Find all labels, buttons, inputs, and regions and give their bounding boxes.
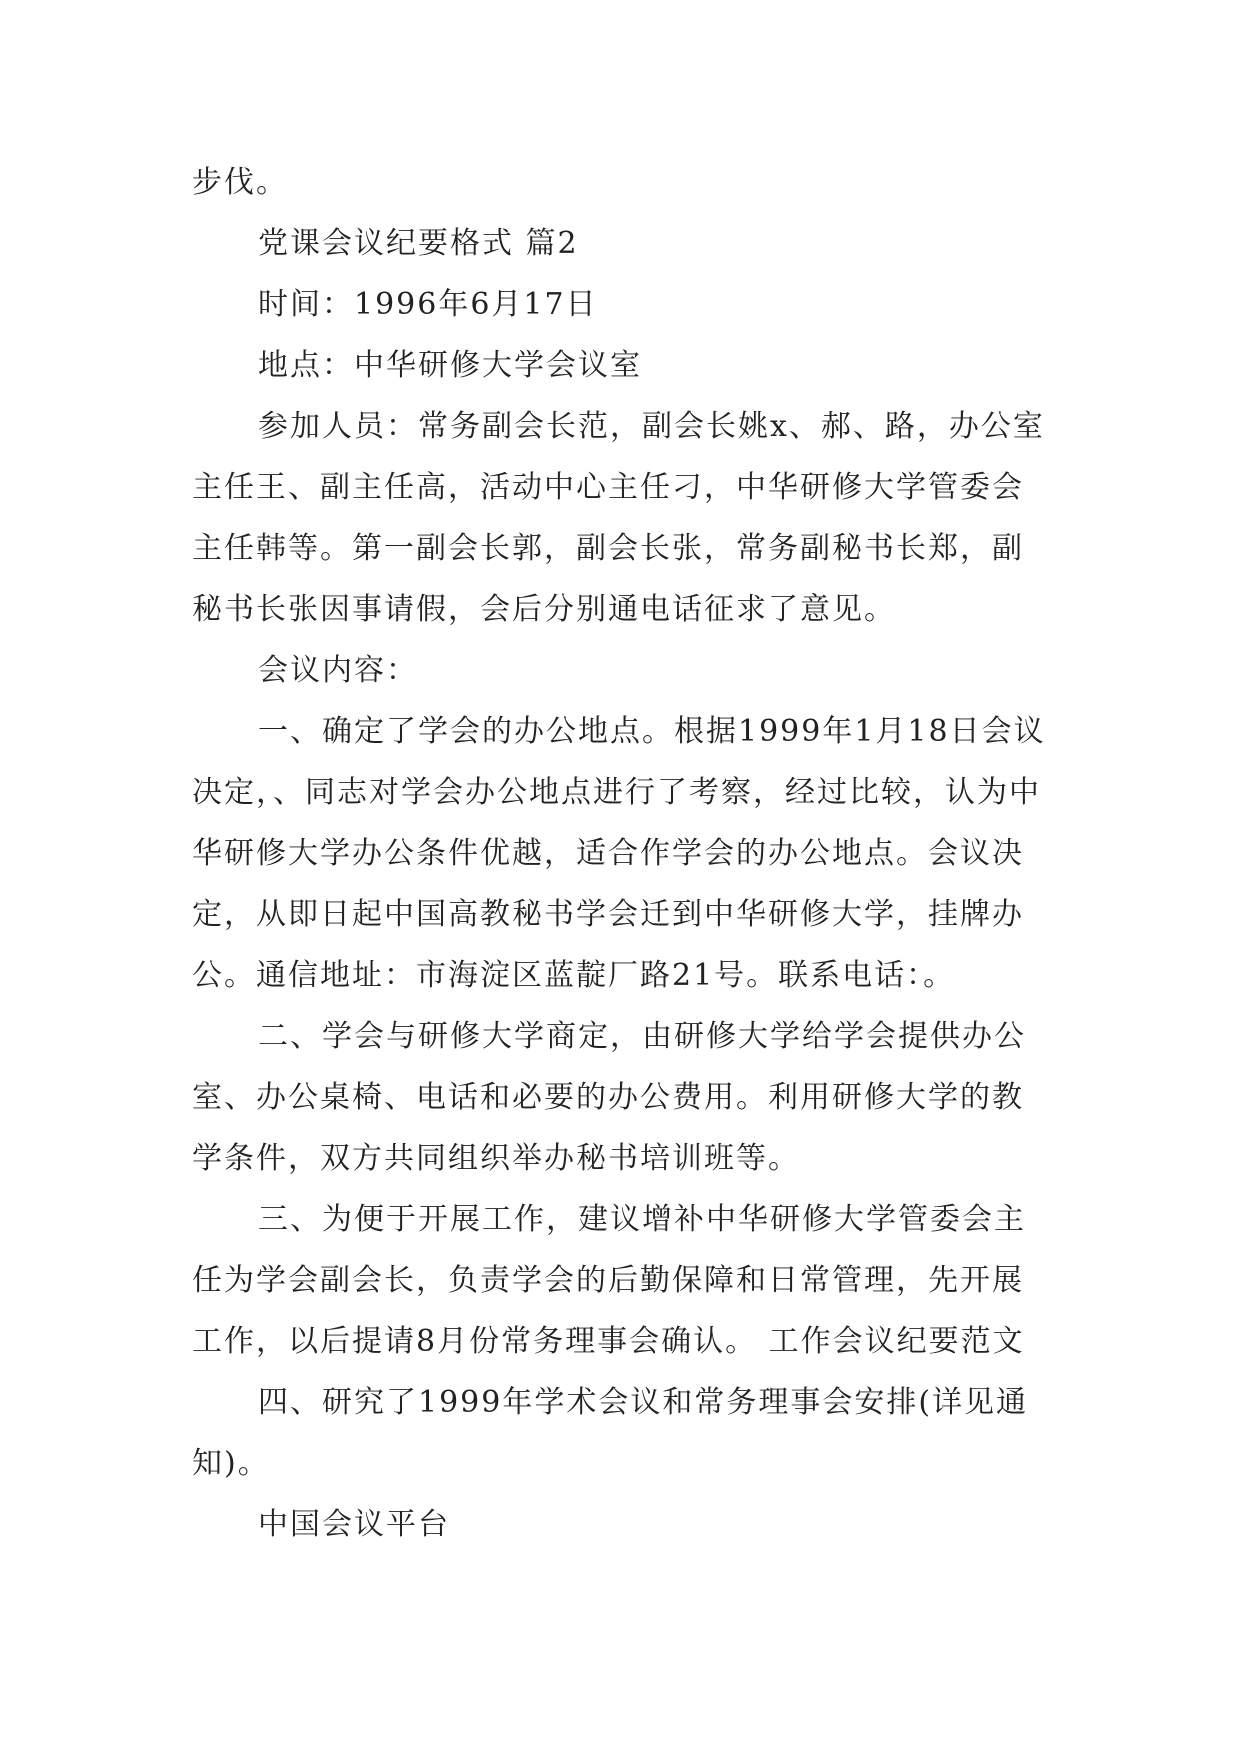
meeting-content-heading: 会议内容： — [258, 653, 418, 688]
paragraph-continuation: 步伐。 — [192, 165, 288, 200]
agenda-item-2: 二、学会与研修大学商定，由研修大学给学会提供办公室、办公桌椅、电话和必要的办公费用。利用研修大学的教学条件，双方共同组织举办秘书培训班等。 — [192, 1019, 1026, 1176]
agenda-item-4: 四、研究了1999年学术会议和常务理事会安排(详见通知)。 — [192, 1385, 1029, 1481]
agenda-item-1: 一、确定了学会的办公地点。根据1999年1月18日会议决定，、同志对学会办公地点进行了考察，经过比较，认为中华研修大学办公条件优越，适合作学会的办公地点。会议决定，从即日起中国高教秘书学会迁到中华研修大学，挂牌办公。通信地址：市海淀区蓝靛厂路21号。联系电话：。 — [192, 714, 1046, 993]
attendees-paragraph: 参加人员：常务副会长范，副会长姚x、郝、路，办公室主任王、副主任高，活动中心主任刁，中华研修大学管委会主任韩等。第一副会长郭，副会长张，常务副秘书长郑，副秘书长张因事请假，会后分别通电话征求了意见。 — [192, 409, 1045, 627]
document-body — [192, 152, 1052, 1555]
section-title: 党课会议纪要格式 篇2 — [258, 226, 579, 261]
meeting-time: 时间：1996年6月17日 — [258, 287, 598, 322]
agenda-item-3: 三、为便于开展工作，建议增补中华研修大学管委会主任为学会副会长，负责学会的后勤保障和日常管理，先开展工作，以后提请8月份常务理事会确认。 工作会议纪要范文 — [192, 1202, 1026, 1359]
meeting-location: 地点：中华研修大学会议室 — [258, 348, 642, 383]
organization-signature: 中国会议平台 — [258, 1507, 450, 1542]
